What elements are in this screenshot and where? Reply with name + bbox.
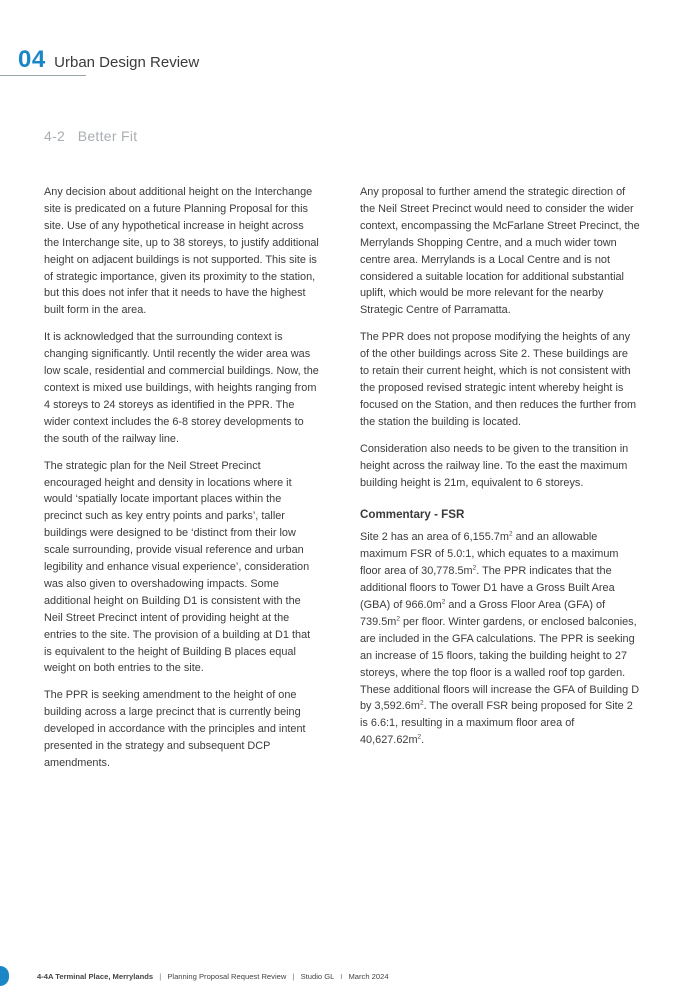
paragraph: The strategic plan for the Neil Street Precinct encouraged height and density in locations where it would ‘spatially locate important places within the precinct such as key entry points and parks’, taller buildings were designed to be ‘distinct from their low scale surrounding, provide visual reference and urban legibility and enhance visual experience’, consideration was also given to overshadowing impacts. Some additional height on Building D1 is consistent with the Neil Street Precinct intent of providing height at the entries to the site. The provision of a building at D1 that is equivalent to the height of Building B places equal weight on both entries to the site. xyxy=(44,459,311,675)
paragraph: Consideration also needs to be given to the transition in height across the railway line. To the east the maximum building height is 21m, equivalent to 6 storeys. xyxy=(360,442,629,489)
commentary-paragraph xyxy=(360,529,640,749)
commentary-text: per floor. Winter gardens, or enclosed balconies, are included in the GFA calculations. The PPR is seeking an increase of 15 floors, taking the building height to 27 storeys, where the top floor is a walled roof top garden. These additional floors will increase the GFA of Building D by 3,592.6m xyxy=(360,615,640,713)
superscript: 2 xyxy=(472,564,477,572)
commentary-text: . The overall FSR being proposed for Site 2 is 6.6:1, resulting in a maximum floor area of 40,627.62m xyxy=(360,700,633,747)
right-column xyxy=(360,184,640,759)
header-divider xyxy=(0,75,86,76)
footer-document: Planning Proposal Request Review xyxy=(167,972,287,981)
commentary-text: . The PPR indicates that the additional floors to Tower D1 have a Gross Built Area (GBA) of 966.0m xyxy=(360,565,615,612)
commentary-text: and a Gross Floor Area (GFA) of 739.5m xyxy=(360,599,606,628)
page-footer xyxy=(37,972,389,981)
chapter-number: 04 xyxy=(18,46,46,73)
chapter-title: Urban Design Review xyxy=(54,54,200,71)
page-tab-marker xyxy=(0,966,9,986)
superscript: 2 xyxy=(508,530,513,538)
superscript: 2 xyxy=(417,733,422,741)
section-title xyxy=(44,128,138,144)
commentary-text: . xyxy=(421,734,425,747)
superscript: 2 xyxy=(441,598,446,606)
footer-separator: | xyxy=(159,972,162,981)
footer-date: March 2024 xyxy=(348,972,389,981)
paragraph: Any proposal to further amend the strategic direction of the Neil Street Precinct would need to consider the wider context, encompassing the McFarlane Street Precinct, the Merrylands Shopping Centre, and a much wider town centre area. Merrylands is a Local Centre and is not considered a suitable location for additional substantial uplift, which would be more relevant for the nearby Strategic Centre of Parramatta. xyxy=(360,186,640,317)
superscript: 2 xyxy=(396,615,400,623)
paragraph: Any decision about additional height on the Interchange site is predicated on a future Planning Proposal for this site. Use of any hypothetical increase in height across the Interchange site, up to 38 storeys, to justify additional height on adjacent buildings is not supported. This site is of strategic importance, given its proximity to the station, but this does not infer that it needs to have the highest built form in the area. xyxy=(44,186,319,317)
commentary-text: and an allowable maximum FSR of 5.0:1, which equates to a maximum floor area of 30,778.5m xyxy=(360,531,619,578)
footer-separator: | xyxy=(292,972,295,981)
section-title-text: 4-2 Better Fit xyxy=(44,128,138,144)
paragraph: The PPR does not propose modifying the heights of any of the other buildings across Site 2. These buildings are to retain their current height, which is not consistent with the proposed revised strategic intent whereby height is focused on the Station, and then reduces the further from the station the building is located. xyxy=(360,331,637,428)
paragraph: It is acknowledged that the surrounding context is changing significantly. Until recently the wider area was low scale, residential and commercial buildings. Now, the context is mixed use buildings, with heights ranging from 4 storeys to 24 storeys as identified in the PPR. The wider context includes the 6-8 storey developments to the south of the railway line. xyxy=(44,331,319,445)
commentary-text: Site 2 has an area of 6,155.7m xyxy=(360,531,509,544)
chapter-header xyxy=(18,46,199,74)
commentary-heading: Commentary - FSR xyxy=(360,508,465,522)
footer-project: 4-4A Terminal Place, Merrylands xyxy=(37,972,154,981)
superscript: 2 xyxy=(419,699,424,707)
paragraph: The PPR is seeking amendment to the height of one building across a large precinct that is currently being developed in accordance with the principles and intent presented in the strategy and subsequent DCP amendments. xyxy=(44,689,306,769)
footer-author: Studio GL xyxy=(300,972,335,981)
footer-separator: I xyxy=(340,972,343,981)
left-column xyxy=(44,184,320,782)
